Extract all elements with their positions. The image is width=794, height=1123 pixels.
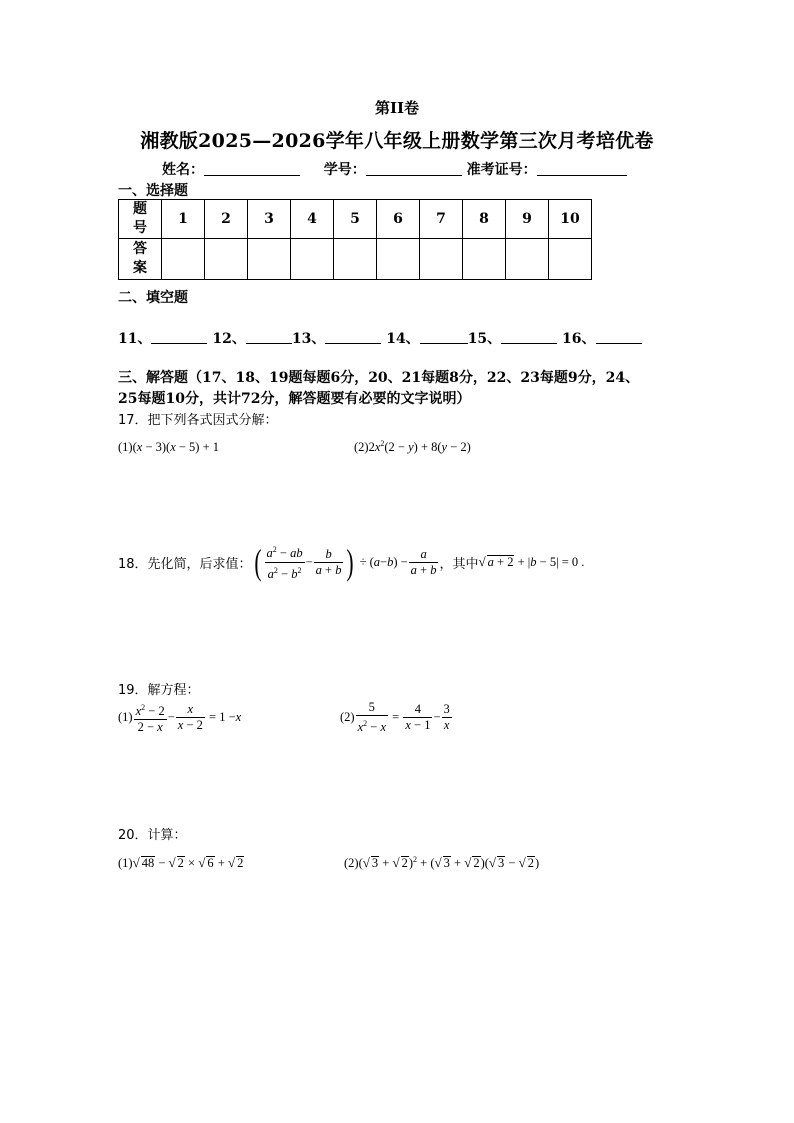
section2-heading: 二、填空题 [118, 290, 188, 306]
fill-blank-13[interactable] [325, 330, 381, 344]
name-label: 姓名： [162, 162, 204, 178]
fill-blank-row [118, 328, 642, 348]
fill-blank-11[interactable] [151, 330, 207, 344]
answer-cell[interactable] [291, 239, 334, 280]
exam-no-label: 准考证号： [466, 162, 537, 178]
fill-label-15: 15、 [467, 331, 502, 347]
exam-no-blank[interactable] [537, 161, 627, 176]
section3-heading-line1: 三、解答题（17、18、19题每题6分，20、21每题8分，22、23每题9分，24、 [118, 370, 640, 386]
answer-cell[interactable] [420, 239, 463, 280]
student-info-row [162, 159, 627, 179]
question-number-cell: 5 [334, 200, 377, 239]
question-number-cell: 4 [291, 200, 334, 239]
answer-cell[interactable] [334, 239, 377, 280]
q17-part2: $(2)2x^2(2 - y) + 8(y - 2)$ [354, 439, 471, 455]
name-blank[interactable] [204, 161, 300, 176]
exam-title: 湘教版2025—2026学年八年级上册数学第三次月考培优卷 [140, 130, 654, 152]
question-number-cell: 2 [205, 200, 248, 239]
section3-heading-line2: 25每题10分，共计72分，解答题要有必要的文字说明） [118, 391, 471, 407]
question-number-cell: 10 [549, 200, 592, 239]
id-label: 学号： [323, 162, 366, 178]
question-number-cell: 3 [248, 200, 291, 239]
q20-label: 20．计算： [118, 828, 187, 843]
id-blank[interactable] [366, 161, 462, 176]
answer-cell[interactable] [377, 239, 420, 280]
q19-part2: (2) $\frac{5}{x^2 - x}$ = $\frac{4}{x - 1}$ − $\frac{3}{x}$ [340, 700, 450, 735]
q19-label: 19．解方程： [118, 683, 200, 698]
q20-part1: (1)√ 48 − √ 2 × √ 6 + √ 2 [118, 855, 244, 870]
q19-part1: (1) $\frac{x^2 - 2}{2 - x}$ − $\frac{x}{x - 2}$ = 1 − x [118, 700, 241, 735]
answer-cell[interactable] [506, 239, 549, 280]
question-number-cell: 1 [162, 200, 205, 239]
fill-blank-12[interactable] [246, 330, 292, 344]
volume-label: 第II卷 [374, 99, 420, 117]
answer-table [118, 199, 592, 280]
question-number-cell: 9 [506, 200, 549, 239]
q17-label: 17．把下列各式因式分解： [118, 413, 278, 428]
fill-blank-15[interactable] [501, 330, 557, 344]
fill-label-11: 11、 [118, 331, 152, 347]
answer-cell[interactable] [248, 239, 291, 280]
fill-blank-14[interactable] [420, 330, 468, 344]
fill-label-13: 13、 [291, 331, 326, 347]
q18-expression: 18．先化简，后求值： ( $\frac{a^2 - ab}{a^2 - b^2}$ − $\frac{b}{a + b}$ ) ÷ ( a − b ) − $\frac{a}{a + b}$ ，其中 √ a + 2 + |b − 5| = 0 . [118, 542, 585, 582]
q20-part2: (2)(√ 3 + √ 2)$^2$ + (√ 3 + √ 2)(√ 3 − √ 2) [344, 855, 540, 871]
answer-cell[interactable] [162, 239, 205, 280]
fill-blank-16[interactable] [596, 330, 642, 344]
fill-label-14: 14、 [386, 331, 420, 347]
q17-part1: (1)(x − 3)(x − 5) + 1 [118, 440, 220, 454]
fill-label-16: 16、 [562, 331, 596, 347]
question-number-cell: 8 [463, 200, 506, 239]
row-label-answer: 答 案 [119, 239, 162, 280]
answer-cell[interactable] [549, 239, 592, 280]
q18-where: ，其中 [439, 556, 479, 572]
question-number-cell: 6 [377, 200, 420, 239]
row-label-number: 题 号 [119, 200, 162, 239]
answer-cell[interactable] [463, 239, 506, 280]
answer-cell[interactable] [205, 239, 248, 280]
fill-label-12: 12、 [212, 331, 246, 347]
question-number-cell: 7 [420, 200, 463, 239]
q18-label: 18．先化简，后求值： [118, 556, 252, 572]
section1-heading: 一、选择题 [118, 183, 188, 199]
